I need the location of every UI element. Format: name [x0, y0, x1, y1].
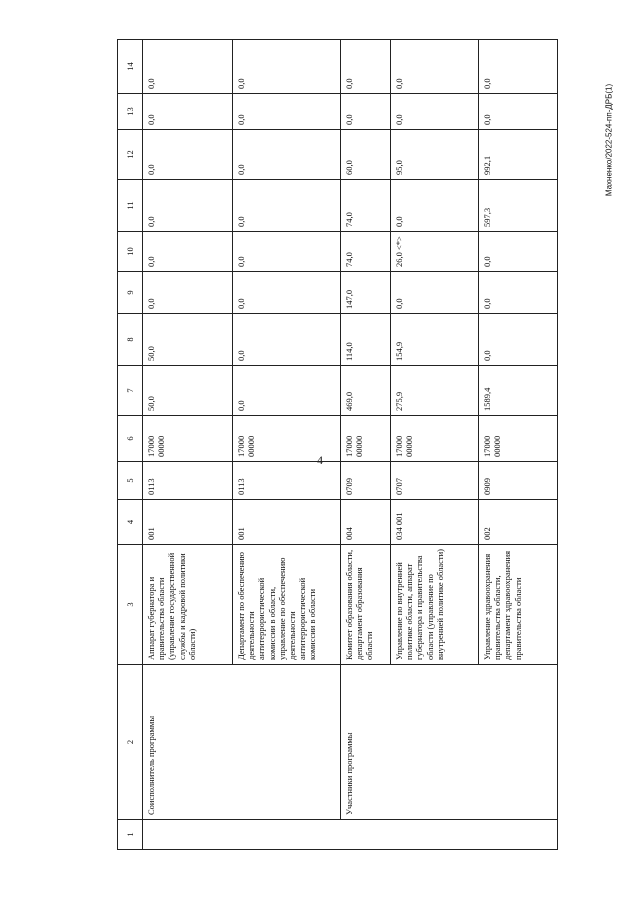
value-cell: 74,0	[341, 180, 391, 232]
value-cell: 1589,4	[479, 366, 558, 416]
value-cell: 002	[479, 500, 558, 545]
value-cell: 60,0	[341, 130, 391, 180]
file-code	[603, 70, 615, 210]
value-cell: 0,0	[341, 40, 391, 94]
header-cell: 11	[118, 180, 143, 232]
value-cell: 0,0	[479, 94, 558, 130]
value-cell: 0,0	[391, 272, 479, 314]
value-cell: 0,0	[143, 232, 233, 272]
value-cell: 154,9	[391, 314, 479, 366]
table-row	[143, 40, 233, 850]
org-cell: Комитет образования области, департамент образования области	[341, 545, 391, 665]
value-cell: 0113	[143, 462, 233, 500]
value-cell: 0,0	[233, 40, 341, 94]
value-cell: 17000 00000	[479, 416, 558, 462]
header-cell: 6	[118, 416, 143, 462]
header-cell: 14	[118, 40, 143, 94]
value-cell: 0,0	[479, 314, 558, 366]
org-cell: Управление здравоохранения правительства области, департамент здравоохранения правительства области	[479, 545, 558, 665]
header-cell: 13	[118, 94, 143, 130]
value-cell: 275,9	[391, 366, 479, 416]
value-cell: 597,3	[479, 180, 558, 232]
header-cell: 4	[118, 500, 143, 545]
value-cell: 147,0	[341, 272, 391, 314]
value-cell: 17000 00000	[233, 416, 341, 462]
org-cell: Аппарат губернатора и правительства области (управление государственной службы и кадровой политики области)	[143, 545, 233, 665]
value-cell: 0,0	[143, 130, 233, 180]
table-wrapper	[117, 50, 552, 850]
value-cell: 17000 00000	[143, 416, 233, 462]
header-cell: 5	[118, 462, 143, 500]
value-cell: 50,0	[143, 314, 233, 366]
value-cell: 0,0	[479, 272, 558, 314]
group-label: Соисполнитель программы	[143, 665, 341, 820]
value-cell: 0,0	[391, 40, 479, 94]
value-cell: 0113	[233, 462, 341, 500]
rotated-table-area	[117, 50, 552, 850]
value-cell: 034 001	[391, 500, 479, 545]
value-cell: 0,0	[233, 314, 341, 366]
org-cell: Департамент по обеспечению деятельности антитеррористической комиссии в области, управление по обеспечению деятельности антитеррористической комиссии в области	[233, 545, 341, 665]
header-cell: 2	[118, 665, 143, 820]
value-cell: 0,0	[479, 40, 558, 94]
value-cell: 0,0	[391, 94, 479, 130]
header-cell: 9	[118, 272, 143, 314]
value-cell: 74,0	[341, 232, 391, 272]
value-cell: 0709	[341, 462, 391, 500]
value-cell: 0707	[391, 462, 479, 500]
value-cell: 17000 00000	[391, 416, 479, 462]
value-cell: 469,0	[341, 366, 391, 416]
value-cell: 0,0	[233, 366, 341, 416]
value-cell: 17000 00000	[341, 416, 391, 462]
table-row	[341, 40, 391, 850]
value-cell: 004	[341, 500, 391, 545]
header-cell: 12	[118, 130, 143, 180]
header-cell: 7	[118, 366, 143, 416]
value-cell: 0,0	[233, 130, 341, 180]
value-cell: 0,0	[143, 180, 233, 232]
value-cell: 0,0	[233, 232, 341, 272]
header-row	[118, 40, 143, 850]
value-cell: 50,0	[143, 366, 233, 416]
file-code-text: Махненко/2022-524-пп-ДРБ(1)	[604, 83, 614, 197]
value-cell: 0,0	[341, 94, 391, 130]
value-cell: 0,0	[233, 180, 341, 232]
value-cell: 95,0	[391, 130, 479, 180]
value-cell: 0,0	[143, 272, 233, 314]
group-label: Участники программы	[341, 665, 558, 820]
value-cell: 992,1	[479, 130, 558, 180]
header-cell: 8	[118, 314, 143, 366]
value-cell: 0,0	[233, 272, 341, 314]
value-cell: 0,0	[391, 180, 479, 232]
org-cell: Управление по внутренней политике области, аппарат губернатора и правительства области (управление по внутренней политике области)	[391, 545, 479, 665]
value-cell: 26,0 <*>	[391, 232, 479, 272]
value-cell: 0,0	[233, 94, 341, 130]
value-cell: 0,0	[479, 232, 558, 272]
value-cell: 001	[143, 500, 233, 545]
page-number: 4	[317, 453, 323, 467]
value-cell: 0,0	[143, 40, 233, 94]
value-cell: 0909	[479, 462, 558, 500]
header-cell: 3	[118, 545, 143, 665]
header-cell: 1	[118, 820, 143, 850]
budget-table	[117, 39, 558, 850]
header-cell: 10	[118, 232, 143, 272]
value-cell: 0,0	[143, 94, 233, 130]
value-cell: 114,0	[341, 314, 391, 366]
value-cell: 001	[233, 500, 341, 545]
col1-cell	[143, 820, 558, 850]
